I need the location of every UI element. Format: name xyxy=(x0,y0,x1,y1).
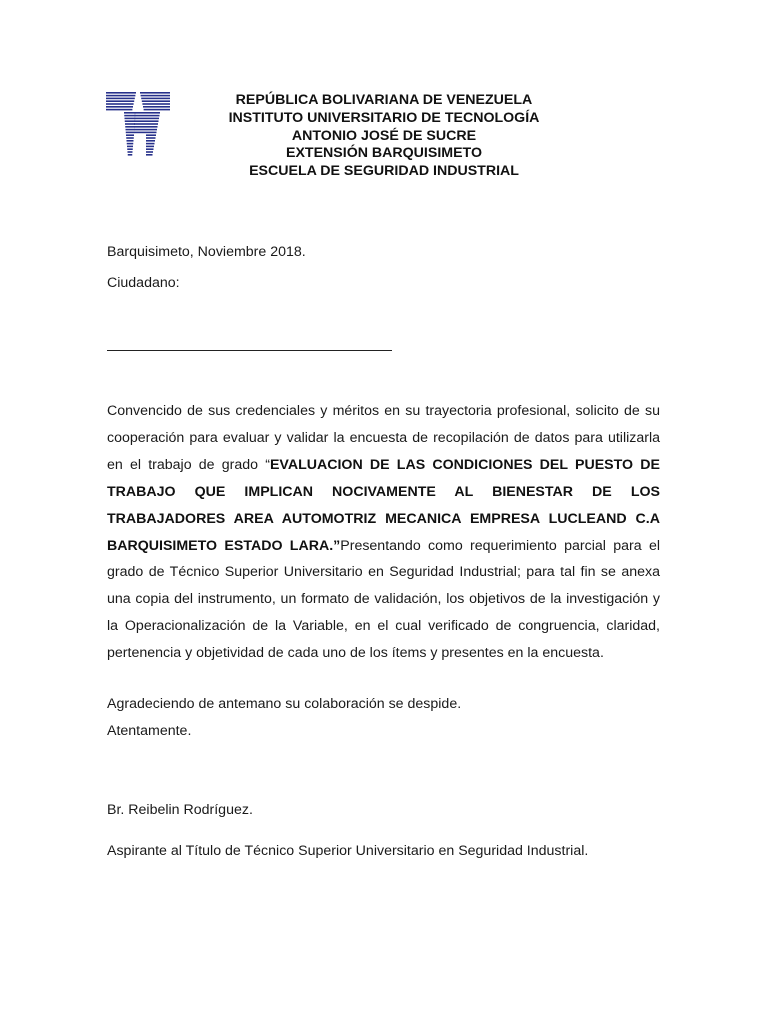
signer-title: Aspirante al Título de Técnico Superior Universitario en Seguridad Industrial. xyxy=(107,843,589,859)
body-rest: Presentando como requerimiento parcial para el grado de Técnico Superior Universitario en Seguridad Industrial; para tal fin se anexa una copia del instrumento, un formato de validación, los objetivos de la investigación y la Operacionalización de la Variable, en el cual verificado de congruencia, claridad, pertenencia y objetividad de cada uno de los ítems y presentes en la encuesta. xyxy=(107,537,660,662)
signer-name: Br. Reibelin Rodríguez. xyxy=(107,802,253,818)
date-line: Barquisimeto, Noviembre 2018. xyxy=(107,244,306,260)
iuts-logo-icon xyxy=(106,92,170,158)
header-line-institute: INSTITUTO UNIVERSITARIO DE TECNOLOGÍA xyxy=(228,109,540,126)
thanks-line: Agradeciendo de antemano su colaboración se despide. xyxy=(107,696,462,712)
body-intro: Convencido de sus credenciales y méritos en su trayectoria profesional, solicito de su cooperación para evaluar y validar la encuesta de recopilación de datos para utilizarla en el trabajo de grado “ xyxy=(107,403,660,473)
institution-header xyxy=(180,92,588,181)
salutation: Ciudadano: xyxy=(107,275,180,291)
recipient-name-line xyxy=(107,350,392,351)
header-line-extension: EXTENSIÓN BARQUISIMETO xyxy=(285,145,483,162)
thesis-title: EVALUACION DE LAS CONDICIONES DEL PUESTO DE TRABAJO QUE IMPLICAN NOCIVAMENTE AL BIENESTAR DE LOS TRABAJADORES AREA AUTOMOTRIZ MECANICA EMPRESA LUCLEAND C.A BARQUISIMETO ESTADO LARA.” xyxy=(107,456,660,554)
header-line-school: ESCUELA DE SEGURIDAD INDUSTRIAL xyxy=(249,163,519,180)
header-line-namesake: ANTONIO JOSÉ DE SUCRE xyxy=(291,127,477,144)
letter-body xyxy=(107,398,660,667)
header-line-republic: REPÚBLICA BOLIVARIANA DE VENEZUELA xyxy=(235,92,533,108)
closing-line: Atentamente. xyxy=(107,723,192,739)
